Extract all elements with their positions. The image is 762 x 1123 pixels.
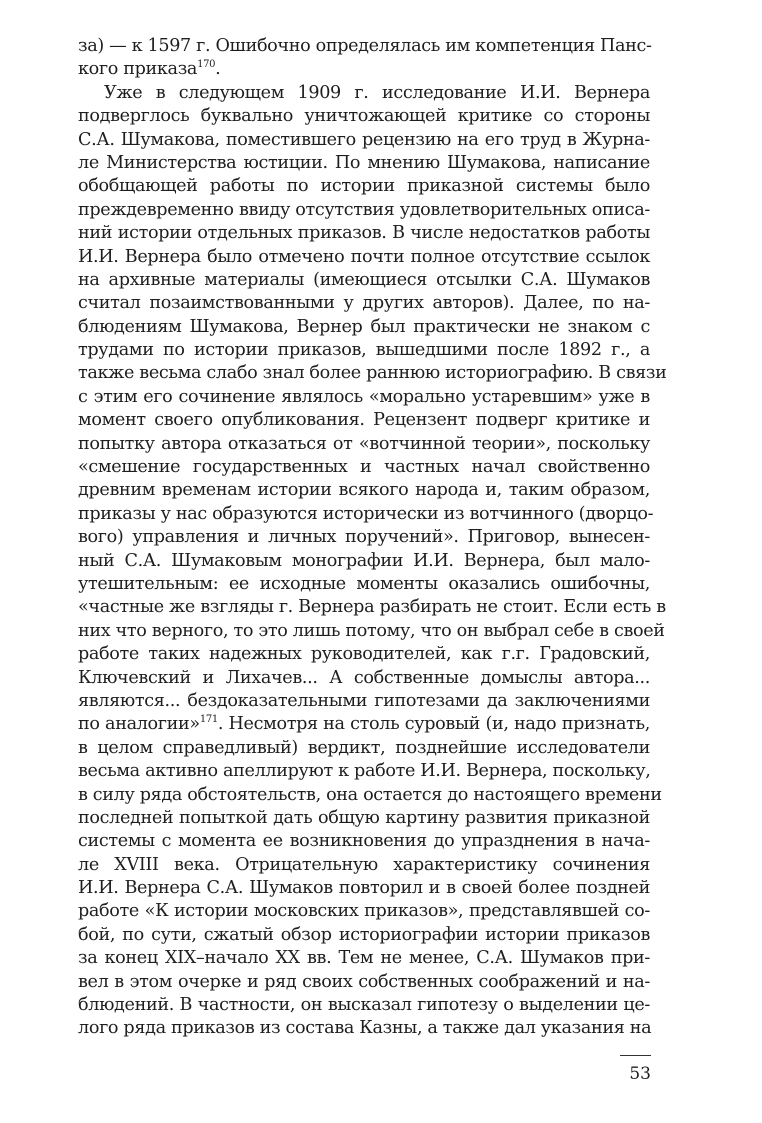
line-text: блюдениям Шумакова, Вернер был практически не знаком с: [78, 316, 650, 337]
text-line: [78, 596, 666, 619]
text-line: [78, 830, 650, 853]
text-line: [78, 900, 650, 923]
text-line: [78, 713, 650, 736]
text-line: [78, 737, 650, 760]
line-text: И.И. Вернера было отмечено почти полное отсутствие ссылок: [78, 246, 650, 267]
page-number-rule: [620, 1055, 651, 1056]
line-text: на архивные материалы (имеющиеся отсылки С.А. Шумаков: [78, 269, 650, 290]
line-text: также весьма слабо знал более раннюю историографию. В связи: [78, 363, 667, 384]
text-line: [78, 690, 650, 713]
line-text: древним временам истории всякого народа и, таким образом,: [78, 480, 650, 501]
text-line: [78, 199, 650, 222]
text-line: [78, 222, 650, 245]
line-text: по аналогии»: [78, 714, 200, 735]
text-line: [78, 316, 650, 339]
text-line: [78, 573, 650, 596]
line-text: последней попыткой дать общую картину развития приказной: [78, 807, 650, 828]
text-line: [78, 994, 650, 1017]
text-line: [78, 503, 654, 526]
text-line: [78, 456, 650, 479]
line-text-continued: .: [215, 59, 221, 80]
text-line: [78, 82, 650, 105]
text-line: [78, 877, 650, 900]
line-text: приказы у нас образуются исторически из вотчинного (дворцо-: [78, 503, 654, 524]
line-text: бой, по сути, сжатый обзор историографии истории приказов: [78, 924, 650, 945]
line-text: вого) управления и личных поручений». Приговор, вынесен-: [78, 527, 650, 548]
footnote-ref: 171: [199, 714, 218, 726]
line-text: попытку автора отказаться от «вотчинной теории», поскольку: [78, 433, 650, 454]
text-line: [78, 643, 650, 666]
line-text: подверглось буквально уничтожающей критике со стороны: [78, 106, 650, 127]
text-line: [78, 339, 650, 362]
text-line: [78, 292, 650, 315]
line-text: Уже в следующем 1909 г. исследование И.И. Вернера: [104, 82, 650, 103]
line-text-continued: . Несмотря на столь суровый (и, надо признать,: [217, 714, 650, 735]
line-text: работе «К истории московских приказов», представлявшей со-: [78, 901, 650, 922]
page-number: 53: [629, 1064, 651, 1084]
text-line: [78, 620, 665, 643]
line-text: «частные же взгляды г. Вернера разбирать не стоит. Если есть в: [78, 597, 666, 618]
line-text: И.И. Вернера С.А. Шумаков повторил и в своей более поздней: [78, 878, 650, 899]
line-text: ле XVIII века. Отрицательную характеристику сочинения: [78, 854, 650, 875]
line-text: считал позаимствованными у других авторов). Далее, по на-: [78, 293, 650, 314]
text-line: [78, 35, 650, 58]
line-text: системы с момента ее возникновения до упразднения в нача-: [78, 831, 650, 852]
line-text: обобщающей работы по истории приказной системы было: [78, 176, 650, 197]
text-line: [78, 667, 650, 690]
text-line: [78, 269, 650, 292]
line-text: в целом справедливый) вердикт, позднейшие исследователи: [78, 737, 650, 758]
line-text: блюдений. В частности, он высказал гипотезу о выделении це-: [78, 995, 650, 1016]
line-text: них что верного, то это лишь потому, что он выбрал себе в своей: [78, 620, 665, 641]
page-body-text: [78, 35, 667, 1041]
text-line: [78, 105, 650, 128]
line-text: являются... бездоказательными гипотезами да заключениями: [78, 690, 650, 711]
text-line: [78, 526, 650, 549]
line-text: вел в этом очерке и ряд своих собственных соображений и на-: [78, 971, 650, 992]
text-line: [78, 924, 650, 947]
text-line: [78, 807, 650, 830]
line-text: «смешение государственных и частных начал свойственно: [78, 457, 650, 478]
line-text: работе таких надежных руководителей, как г.г. Градовский,: [78, 644, 650, 665]
text-line: [78, 129, 650, 152]
line-text: с этим его сочинение являлось «морально устаревшим» уже в: [78, 386, 650, 407]
footnote-ref: 170: [197, 59, 216, 71]
line-text: Ключевский и Лихачев... А собственные домыслы автора...: [78, 667, 650, 688]
text-line: [78, 550, 650, 573]
line-text: С.А. Шумакова, поместившего рецензию на его труд в Журна-: [78, 129, 650, 150]
text-line: [78, 971, 650, 994]
text-line: [78, 175, 650, 198]
line-text: за) — к 1597 г. Ошибочно определялась им компетенция Панс-: [78, 36, 652, 56]
line-text: ний истории отдельных приказов. В числе недостатков работы: [78, 223, 650, 244]
line-text: преждевременно ввиду отсутствия удовлетворительных описа-: [78, 199, 650, 220]
text-line: [78, 433, 650, 456]
text-line: [78, 854, 650, 877]
line-text: лого ряда приказов из состава Казны, а также дал указания на: [78, 1018, 652, 1039]
line-text: трудами по истории приказов, вышедшими после 1892 г., а: [78, 340, 650, 361]
line-text: момент своего опубликования. Рецензент подверг критике и: [78, 410, 650, 431]
text-line: [78, 760, 650, 783]
line-text: ный С.А. Шумаковым монографии И.И. Вернера, был мало-: [78, 550, 650, 571]
text-line: [78, 246, 650, 269]
text-line: [78, 479, 650, 502]
text-line: [78, 58, 650, 81]
text-line: [78, 947, 650, 970]
line-text: утешительным: ее исходные моменты оказались ошибочны,: [78, 573, 650, 594]
line-text: весьма активно апеллируют к работе И.И. Вернера, поскольку,: [78, 761, 651, 782]
line-text: кого приказа: [78, 59, 198, 80]
text-line: [78, 1017, 650, 1040]
line-text: в силу ряда обстоятельств, она остается до настоящего времени: [78, 784, 662, 805]
line-text: ле Министерства юстиции. По мнению Шумакова, написание: [78, 152, 650, 173]
text-line: [78, 386, 650, 409]
text-line: [78, 784, 662, 807]
text-line: [78, 409, 650, 432]
line-text: за конец XIX–начало XX вв. Тем не менее, С.А. Шумаков при-: [78, 948, 650, 969]
text-line: [78, 362, 667, 385]
text-line: [78, 152, 650, 175]
